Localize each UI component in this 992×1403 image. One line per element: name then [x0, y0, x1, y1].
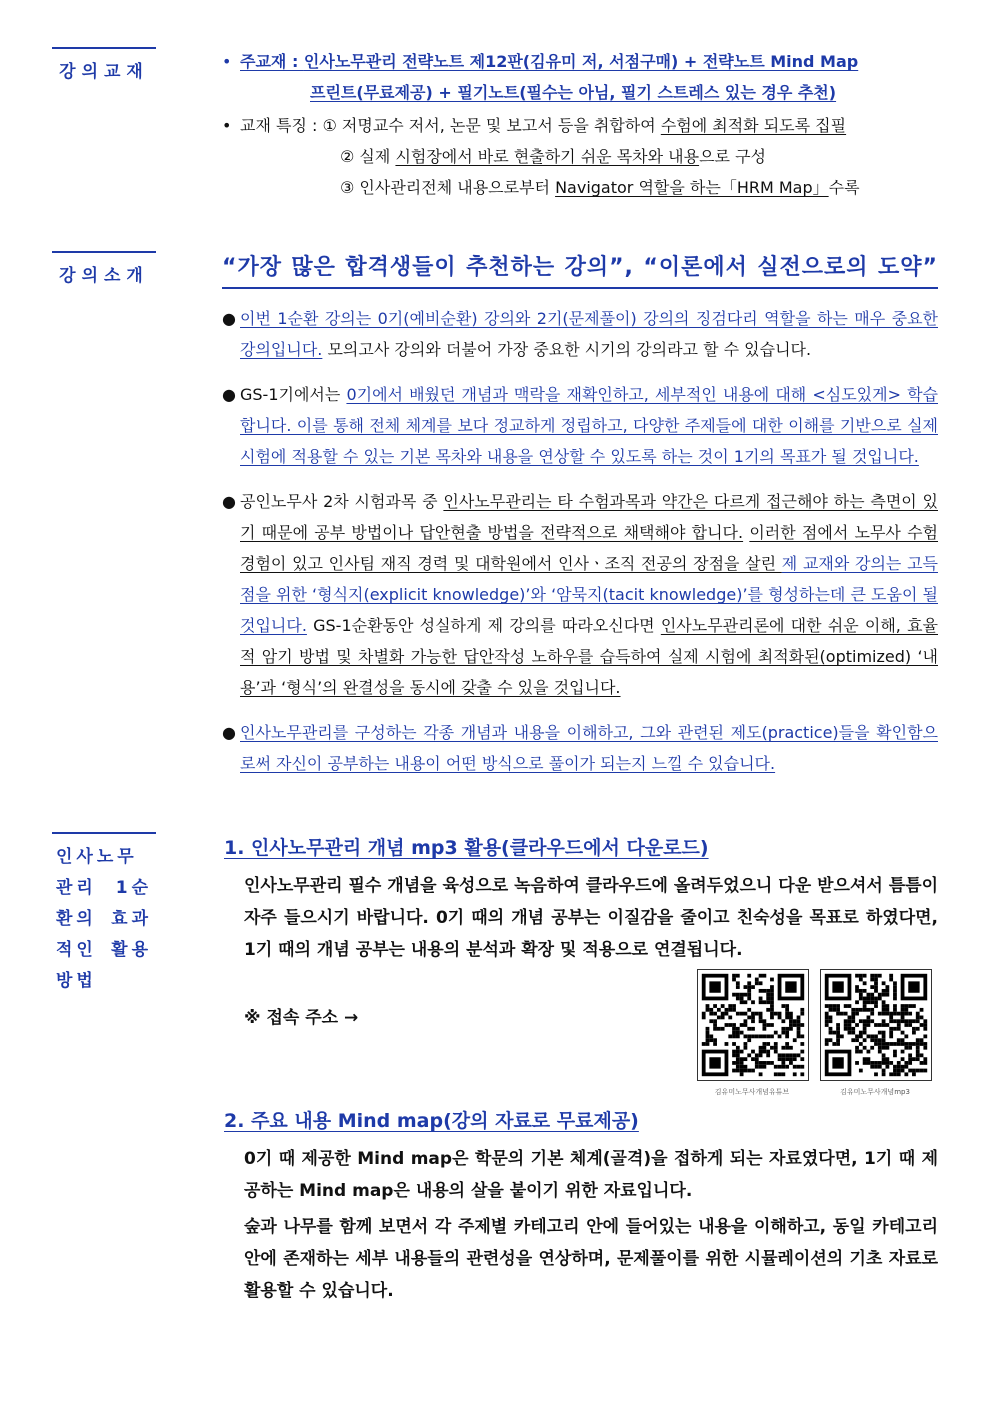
main-textbook-text: 인사노무관리 전략노트 제12판(김유미 저, 서점구매) + 전략노트 Mind Map [303, 52, 859, 71]
section-label-textbook: 강의교재 [52, 47, 156, 88]
qr-code-mp3[interactable] [820, 969, 932, 1081]
usage-heading-2: 2. 주요 내용 Mind map(강의 자료로 무료제공) [224, 1110, 639, 1132]
textbook-block [222, 46, 938, 203]
usage-paragraph-2a: 0기 때 제공한 Mind map은 학문의 기본 체계(골격)을 접하게 되는 자료였다면, 1기 때 제공하는 Mind map은 내용의 살을 붙이기 위한 자료입니다. [244, 1149, 938, 1201]
section-label-usage: 인사노무관리 1순환의 효과적인 활용방법 [52, 832, 156, 997]
usage-paragraph-2b: 숲과 나무를 함께 보면서 각 주제별 카테고리 안에 들어있는 내용을 이해하고, 동일 카테고리 안에 존재하는 세부 내용들의 관련성을 연상하며, 문제풀이를 위한 시뮬레이션의 기초 자료로 활용할 수 있습니다. [244, 1217, 938, 1301]
qr-caption-youtube: 김유미노무사개념유튜브 [714, 1088, 790, 1096]
list-item [222, 46, 938, 108]
access-address-text: ※ 접속 주소 → [244, 1008, 359, 1028]
bullet-icon: ● [222, 385, 236, 404]
list-item: ● 공인노무사 2차 시험과목 중 인사노무관리는 타 수험과목과 약간은 다르게 접근해야 하는 측면이 있기 때문에 공부 방법이나 답안현출 방법을 전략적으로 채택해야 합니다. 이러한 점에서 노무사 수험 경험이 있고 인사팀 재직 경력 및 대학원에서 인사ㆍ조직 전공의 장점을 살린 제 교재와 강의는 고득점을 위한 ‘형식지(explicit knowledge)’와 ‘암묵지(tacit knowledge)’를 형성하는데 큰 도움이 될 것입니다. GS-1순환동안 성실하게 제 강의를 따라오신다면 인사노무관리론에 대한 쉬운 이해, 효율적 암기 방법 및 차별화 가능한 답안작성 노하우를 습득하여 실제 시험에 최적화된(optimized) ‘내용’과 ‘형식’의 완결성을 동시에 갖출 수 있을 것입니다. [222, 486, 938, 703]
feature-line-3: ③ 인사관리전체 내용으로부터 Navigator 역할을 하는「HRM Map」수록 [340, 178, 860, 197]
feature-underline-1: 수험에 최적화 되도록 집필 [660, 116, 847, 135]
qr-caption-mp3: 김유미노무사개념mp3 [840, 1088, 910, 1096]
qr-code-youtube[interactable] [697, 969, 809, 1081]
section-label-intro: 강의소개 [52, 251, 156, 292]
bullet-icon: ● [222, 492, 236, 511]
list-item [222, 110, 938, 203]
bullet-icon: ● [222, 723, 236, 742]
feature-text: 교재 특징 : ① 저명교수 저서, 논문 및 보고서 등을 취합하여 [240, 116, 661, 135]
bullet-icon: • [222, 52, 232, 71]
list-item: ● 이번 1순환 강의는 0기(예비순환) 강의와 2기(문제풀이) 강의의 징검다리 역할을 하는 매우 중요한 강의입니다. 모의고사 강의와 더불어 가장 중요한 시기의 강의라고 할 수 있습니다. [222, 303, 938, 365]
qr-icon [698, 970, 808, 1080]
list-item: ● 인사노무관리를 구성하는 각종 개념과 내용을 이해하고, 그와 관련된 제도(practice)들을 확인함으로써 자신이 공부하는 내용이 어떤 방식으로 풀이가 되는지 느낄 수 있습니다. [222, 717, 938, 779]
intro-block [222, 303, 938, 779]
usage-paragraph-1: 인사노무관리 필수 개념을 육성으로 녹음하여 클라우드에 올려두었으니 다운 받으셔서 틈틈이 자주 들으시기 바랍니다. 0기 때의 개념 공부는 이질감을 줄이고 친숙성을 목표로 하였다면, 1기 때의 개념 공부는 내용의 분석과 확장 및 적용으로 연결됩니다. [244, 876, 938, 960]
feature-line-2: ② 실제 시험장에서 바로 현출하기 쉬운 목차와 내용으로 구성 [340, 147, 766, 166]
qr-icon [821, 970, 931, 1080]
bullet-icon: ● [222, 309, 236, 328]
main-textbook-text-2: 프린트(무료제공) + 필기노트(필수는 아님, 필기 스트레스 있는 경우 추천) [310, 83, 837, 102]
bullet-icon: • [222, 116, 232, 135]
main-textbook-prefix: 주교재 : [240, 52, 304, 71]
intro-heading: “가장 많은 합격생들이 추천하는 강의”, “이론에서 실전으로의 도약” [222, 250, 938, 289]
list-item: ● GS-1기에서는 0기에서 배웠던 개념과 맥락을 재확인하고, 세부적인 내용에 대해 <심도있게> 학습합니다. 이를 통해 전체 체계를 보다 정교하게 정립하고, 다양한 주제들에 대한 이해를 기반으로 실제 시험에 적용할 수 있는 기본 목차와 내용을 연상할 수 있도록 하는 것이 1기의 목표가 될 것입니다. [222, 379, 938, 472]
usage-heading-1: 1. 인사노무관리 개념 mp3 활용(클라우드에서 다운로드) [224, 837, 709, 859]
